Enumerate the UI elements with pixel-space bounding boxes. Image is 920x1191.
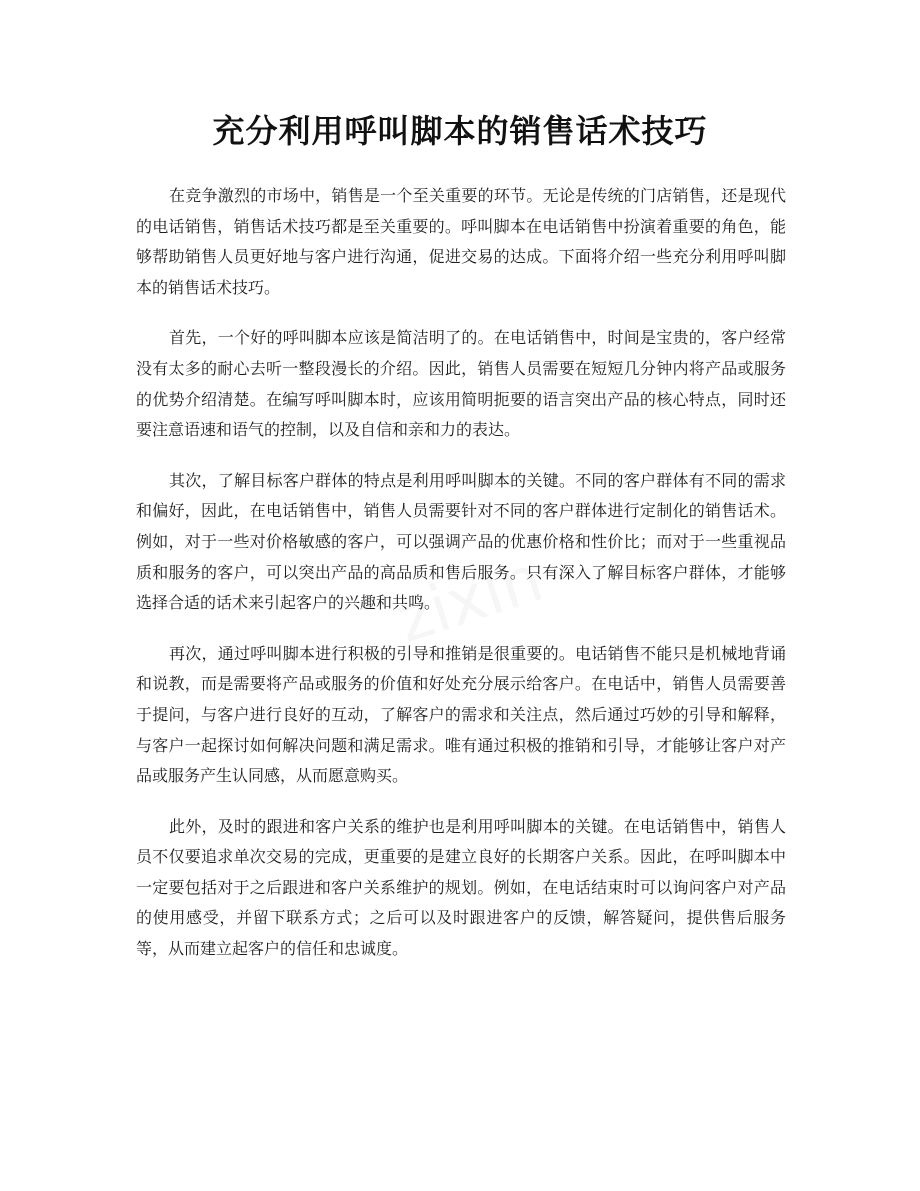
paragraph-first: 首先，一个好的呼叫脚本应该是简洁明了的。在电话销售中，时间是宝贵的，客户经常没有太多的耐心去听一整段漫长的介绍。因此，销售人员需要在短短几分钟内将产品或服务的优势介绍清楚。在编写呼叫脚本时，应该用简明扼要的语言突出产品的核心特点，同时还要注意语速和语气的控制，以及自信和亲和力的表达。 (136, 328, 786, 440)
document-title: 充分利用呼叫脚本的销售话术技巧 (212, 112, 708, 150)
paragraph-second: 其次，了解目标客户群体的特点是利用呼叫脚本的关键。不同的客户群体有不同的需求和偏好，因此，在电话销售中，销售人员需要针对不同的客户群体进行定制化的销售话术。例如，对于一些对价格敏感的客户，可以强调产品的优惠价格和性价比；而对于一些重视品质和服务的客户，可以突出产品的高品质和售后服务。只有深入了解目标客户群体，才能够选择合适的话术来引起客户的兴趣和共鸣。 (136, 470, 786, 613)
paragraph-intro: 在竞争激烈的市场中，销售是一个至关重要的环节。无论是传统的门店销售，还是现代的电话销售，销售话术技巧都是至关重要的。呼叫脚本在电话销售中扮演着重要的角色，能够帮助销售人员更好地与客户进行沟通，促进交易的达成。下面将介绍一些充分利用呼叫脚本的销售话术技巧。 (136, 186, 786, 297)
paragraph-fourth: 此外，及时的跟进和客户关系的维护也是利用呼叫脚本的关键。在电话销售中，销售人员不仅要追求单次交易的完成，更重要的是建立良好的长期客户关系。因此，在呼叫脚本中一定要包括对于之后跟进和客户关系维护的规划。例如，在电话结束时可以询问客户对产品的使用感受，并留下联系方式；之后可以及时跟进客户的反馈，解答疑问，提供售后服务等，从而建立起客户的信任和忠诚度。 (136, 816, 786, 959)
paragraph-third: 再次，通过呼叫脚本进行积极的引导和推销是很重要的。电话销售不能只是机械地背诵和说教，而是需要将产品或服务的价值和好处充分展示给客户。在电话中，销售人员需要善于提问，与客户进行良好的互动，了解客户的需求和关注点，然后通过巧妙的引导和解释，与客户一起探讨如何解决问题和满足需求。唯有通过积极的推销和引导，才能够让客户对产品或服务产生认同感，从而愿意购买。 (136, 643, 786, 786)
document-body (136, 181, 786, 985)
